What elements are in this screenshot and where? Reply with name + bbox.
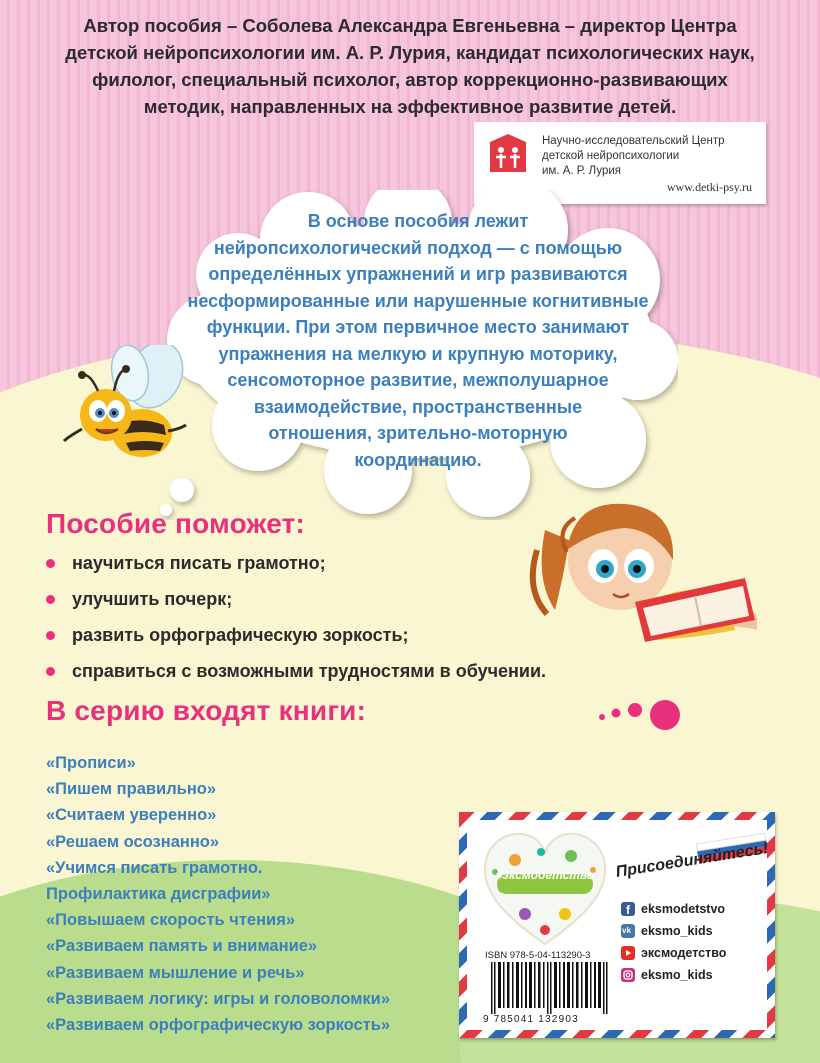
- cloud-line: нейропсихологический подход — с помощью: [213, 237, 623, 258]
- publisher-stamp: [459, 812, 775, 1038]
- logo-caption: [542, 134, 725, 179]
- facebook-icon: f: [621, 902, 635, 916]
- help-list: [44, 553, 546, 697]
- social-youtube[interactable]: [621, 942, 726, 964]
- luria-center-logo-icon: [486, 132, 530, 176]
- isbn-number: ISBN 978-5-04-113290-3: [485, 950, 591, 961]
- social-label: эксмодетство: [641, 946, 727, 960]
- list-item: развить орфографическую зоркость;: [44, 625, 546, 661]
- girl-reading-illustration: [525, 490, 765, 650]
- barcode-block: [483, 950, 615, 1028]
- cloud-line: упражнения на мелкую и крупную моторику,: [218, 343, 618, 364]
- author-line: методик, направленных на эффективное развитие детей.: [143, 96, 677, 117]
- cloud-line: координацию.: [354, 449, 482, 470]
- cloud-description: [158, 208, 678, 473]
- cloud-line: функции. При этом первичное место занимают: [206, 317, 630, 337]
- list-item: «Прописи»: [46, 754, 136, 772]
- social-label: eksmodetstvo: [641, 902, 726, 916]
- list-item: «Развиваем мышление и речь»: [46, 963, 305, 982]
- cloud-line: взаимодействие, пространственные: [253, 396, 583, 417]
- list-item: «Повышаем скорость чтения»: [46, 911, 295, 930]
- list-item: «Решаем осознанно»: [46, 832, 220, 851]
- barcode-icon: [485, 962, 615, 1014]
- author-line: Автор пособия – Соболева Александра Евгеньевна – директор Центра: [83, 15, 737, 36]
- social-label: eksmo_kids: [641, 924, 713, 938]
- list-item: Профилактика дисграфии»: [46, 885, 271, 904]
- cloud-line: несформированные или нарушенные когнитивные: [187, 290, 649, 311]
- list-item: «Развиваем орфографическую зоркость»: [46, 1016, 391, 1035]
- heart-icon: [481, 830, 609, 950]
- youtube-icon: [621, 946, 635, 960]
- list-item: справиться с возможными трудностями в обучении.: [44, 661, 546, 697]
- social-links: [621, 898, 726, 986]
- author-line: детской нейропсихологии им. А. Р. Лурия, кандидат психологических наук,: [65, 42, 755, 63]
- instagram-icon: [621, 968, 635, 982]
- list-item: научиться писать грамотно;: [44, 553, 546, 589]
- barcode-digits: 9 785041 132903: [483, 1014, 579, 1025]
- series-heading: В серию входят книги:: [46, 695, 367, 726]
- list-item: «Учимся писать грамотно.: [46, 858, 263, 877]
- list-item: «Развиваем память и внимание»: [46, 937, 318, 956]
- list-item: «Пишем правильно»: [46, 780, 217, 799]
- author-info: [40, 12, 780, 120]
- cloud-line: В основе пособия лежит: [307, 211, 529, 231]
- logo-line: Научно-исследовательский Центр: [542, 135, 725, 147]
- social-facebook[interactable]: [621, 898, 726, 920]
- social-vk[interactable]: [621, 920, 726, 942]
- help-heading: Пособие поможет:: [46, 508, 306, 539]
- book-series-list: [46, 750, 390, 1038]
- hashtag-label: #эксмодетство: [495, 868, 595, 882]
- vk-icon: vk: [621, 924, 635, 938]
- social-label: eksmo_kids: [641, 968, 713, 982]
- decorative-dots: [590, 695, 690, 735]
- speech-cloud: [158, 190, 678, 520]
- list-item: «Считаем уверенно»: [46, 806, 217, 825]
- bee-illustration: [60, 345, 200, 475]
- cloud-line: определённых упражнений и игр развиваются: [208, 264, 628, 284]
- join-us-label: Присоединяйтесь!: [614, 840, 770, 881]
- list-item: улучшить почерк;: [44, 589, 546, 625]
- logo-line: им. А. Р. Лурия: [542, 165, 622, 177]
- cloud-line: отношения, зрительно-моторную: [268, 423, 568, 443]
- logo-url: www.detki-psy.ru: [666, 180, 752, 194]
- list-item: «Развиваем логику: игры и головоломки»: [46, 989, 391, 1008]
- logo-line: детской нейропсихологии: [542, 150, 680, 162]
- cloud-line: сенсомоторное развитие, межполушарное: [227, 370, 609, 390]
- stamp-body: [467, 820, 770, 1030]
- author-line: филолог, специальный психолог, автор коррекционно-развивающих: [92, 69, 728, 90]
- social-instagram[interactable]: [621, 964, 726, 986]
